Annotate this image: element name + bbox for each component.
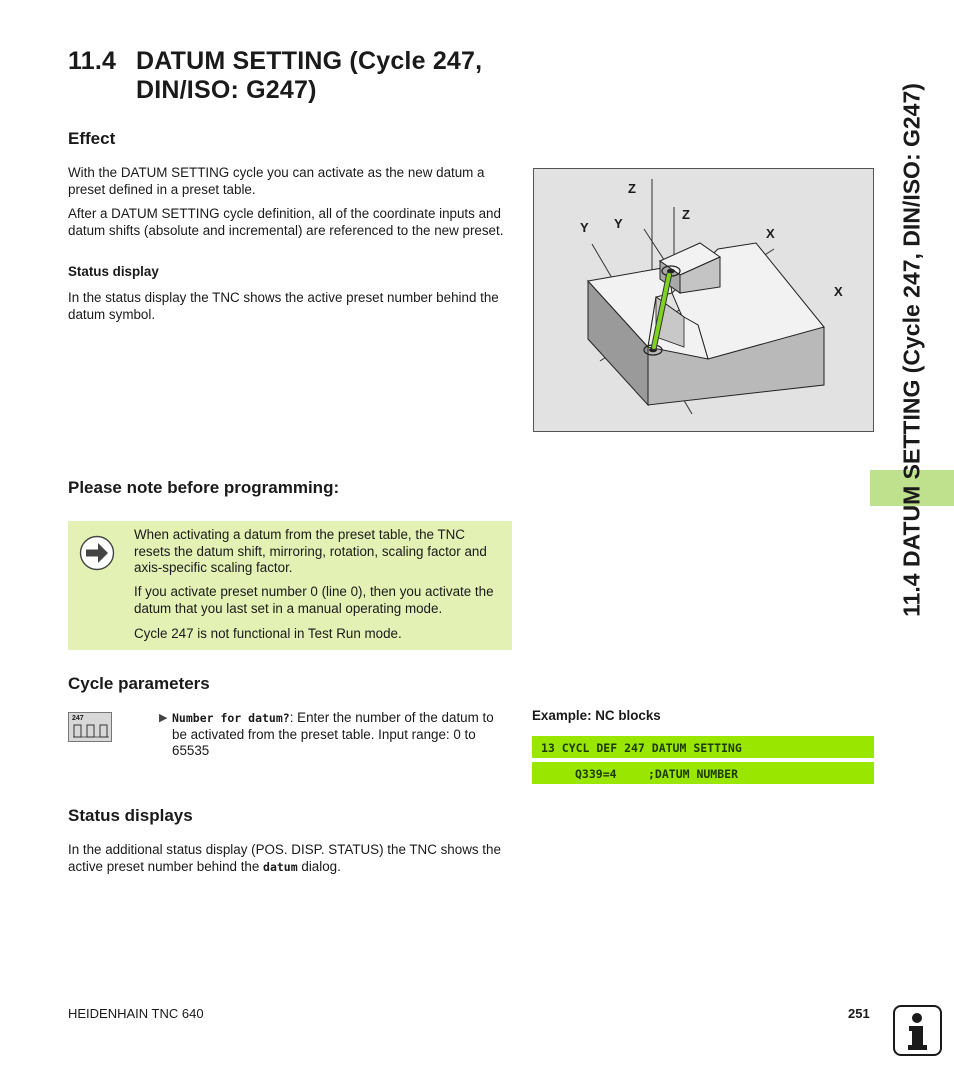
status-text-before: In the additional status display (POS. DISP. STATUS) the TNC shows the active preset number behind the <box>68 842 501 874</box>
status-text-after: dialog. <box>297 858 341 874</box>
label-x-inner: X <box>766 226 775 241</box>
nc-line-2-code: Q339=4 <box>575 767 617 781</box>
param-name: Number for datum? <box>172 711 290 725</box>
status-displays-text <box>68 842 510 875</box>
nc-block-1 <box>532 736 874 758</box>
cycle-247-softkey[interactable] <box>68 712 112 742</box>
example-heading: Example: NC blocks <box>532 708 661 723</box>
effect-paragraph-3: In the status display the TNC shows the active preset number behind the datum symbol. <box>68 290 499 322</box>
page-title <box>68 47 482 105</box>
section-number: 11.4 <box>68 47 117 75</box>
side-tab-text: 11.4 DATUM SETTING (Cycle 247, DIN/ISO: G247) <box>898 83 925 617</box>
note-paragraph-3: Cycle 247 is not functional in Test Run mode. <box>134 626 402 641</box>
status-display-subheading: Status display <box>68 264 159 279</box>
effect-heading: Effect <box>68 129 116 148</box>
title-line-2: DIN/ISO: G247) <box>136 76 317 104</box>
label-x-outer: X <box>834 284 843 299</box>
nc-block-2 <box>532 762 874 784</box>
info-glyph <box>895 1007 940 1054</box>
datum-code: datum <box>263 859 298 874</box>
label-y-inner: Y <box>614 216 623 231</box>
datum-diagram <box>534 169 873 431</box>
softkey-glyph-icon <box>73 724 109 740</box>
param-description <box>172 710 510 760</box>
label-y-outer: Y <box>580 220 589 235</box>
arrow-right-icon <box>79 535 115 571</box>
note-paragraph-2: If you activate preset number 0 (line 0), then you activate the datum that you last set in a manual operating mode. <box>134 584 494 616</box>
effect-paragraph-1: With the DATUM SETTING cycle you can activate as the new datum a preset defined in a preset table. <box>68 165 485 197</box>
page-number: 251 <box>848 1006 870 1021</box>
cycle-parameters-heading: Cycle parameters <box>68 674 210 693</box>
nc-line-2-comment: ;DATUM NUMBER <box>648 767 739 781</box>
title-line-1: DATUM SETTING (Cycle 247, <box>136 47 483 75</box>
label-z-top: Z <box>628 181 636 196</box>
side-tab <box>870 0 954 1091</box>
nc-line-1: 13 CYCL DEF 247 DATUM SETTING <box>541 741 742 755</box>
info-icon <box>893 1005 942 1056</box>
bullet-arrow-icon: ▶ <box>159 712 168 724</box>
datum-figure <box>533 168 874 432</box>
note-heading: Please note before programming: <box>68 478 340 497</box>
effect-paragraph-2: After a DATUM SETTING cycle definition, all of the coordinate inputs and datum shifts (absolute and incremental) are referenced to the new preset. <box>68 206 504 238</box>
note-paragraph-1: When activating a datum from the preset table, the TNC resets the datum shift, mirroring, rotation, scaling factor and axis-specific scaling factor. <box>134 527 487 575</box>
label-z-inner: Z <box>682 207 690 222</box>
status-displays-heading: Status displays <box>68 806 193 825</box>
param-text: : Enter the number of the datum to be activated from the preset table. Input range: 0 to 65535 <box>172 710 494 758</box>
softkey-label: 247 <box>72 715 84 722</box>
footer-product: HEIDENHAIN TNC 640 <box>68 1006 204 1021</box>
note-box <box>68 521 512 650</box>
